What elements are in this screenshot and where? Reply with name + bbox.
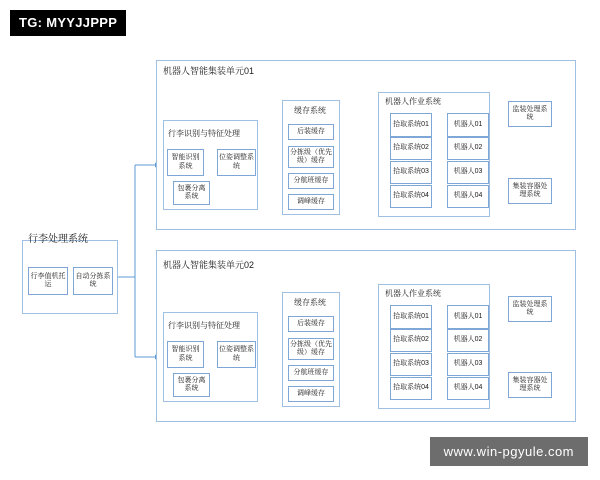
unit-01-recognition-title: 行李识别与特征处理 xyxy=(168,129,240,138)
unit-01-output-1[interactable]: 集装容器处理系统 xyxy=(508,178,552,204)
unit-02-recognition-title: 行李识别与特征处理 xyxy=(168,321,240,330)
unit-01-robot-1[interactable]: 机器人02 xyxy=(447,137,489,160)
unit-01-pick-2[interactable]: 拾取系统03 xyxy=(390,161,432,184)
watermark: www.win-pgyule.com xyxy=(430,437,588,466)
unit-01-pick-1[interactable]: 拾取系统02 xyxy=(390,137,432,160)
unit-02-pick-1[interactable]: 拾取系统02 xyxy=(390,329,432,352)
unit-02-cache-item-0[interactable]: 后装缓存 xyxy=(288,316,334,332)
unit-02-recognition-item-0[interactable]: 智能识别系统 xyxy=(167,341,204,368)
root-system-title: 行李处理系统 xyxy=(28,234,88,245)
unit-02-cache-item-3[interactable]: 调峰缓存 xyxy=(288,386,334,402)
unit-01-pick-3[interactable]: 拾取系统04 xyxy=(390,185,432,208)
unit-02-output-0[interactable]: 监装处理系统 xyxy=(508,296,552,322)
unit-01-recognition-item-0[interactable]: 智能识别系统 xyxy=(167,149,204,176)
unit-02-pick-0[interactable]: 拾取系统01 xyxy=(390,305,432,329)
unit-01-recognition-item-1[interactable]: 位姿调整系统 xyxy=(217,149,256,176)
unit-01-cache-item-1[interactable]: 分拣级（优先级）缓存 xyxy=(288,146,334,168)
unit-02-robot-1[interactable]: 机器人02 xyxy=(447,329,489,352)
unit-02-pick-3[interactable]: 拾取系统04 xyxy=(390,377,432,400)
unit-01-robot-0[interactable]: 机器人01 xyxy=(447,113,489,137)
unit-02-recognition-item-2[interactable]: 包裹分离系统 xyxy=(173,373,210,397)
unit-02-recognition-item-1[interactable]: 位姿调整系统 xyxy=(217,341,256,368)
unit-01-pick-0[interactable]: 拾取系统01 xyxy=(390,113,432,137)
unit-01-robot-2[interactable]: 机器人03 xyxy=(447,161,489,184)
unit-02-cache-item-2[interactable]: 分航班缓存 xyxy=(288,365,334,381)
unit-01-cache-item-2[interactable]: 分航班缓存 xyxy=(288,173,334,189)
unit-02-robot-3[interactable]: 机器人04 xyxy=(447,377,489,400)
unit-01-cache-item-3[interactable]: 调峰缓存 xyxy=(288,194,334,210)
unit-01-cache-item-0[interactable]: 后装缓存 xyxy=(288,124,334,140)
tg-badge: TG: MYYJJPPP xyxy=(10,10,126,36)
unit-02-title: 机器人智能集装单元02 xyxy=(163,260,255,270)
unit-02-robot-2[interactable]: 机器人03 xyxy=(447,353,489,376)
unit-01-cache-title: 缓存系统 xyxy=(294,106,326,115)
unit-02-cache-item-1[interactable]: 分拣级（优先级）缓存 xyxy=(288,338,334,360)
unit-01-title: 机器人智能集装单元01 xyxy=(163,66,255,76)
unit-01-work-title: 机器人作业系统 xyxy=(385,97,441,106)
unit-01-robot-3[interactable]: 机器人04 xyxy=(447,185,489,208)
unit-02-work-title: 机器人作业系统 xyxy=(385,289,441,298)
unit-02-cache-title: 缓存系统 xyxy=(294,298,326,307)
unit-02-robot-0[interactable]: 机器人01 xyxy=(447,305,489,329)
unit-02-pick-2[interactable]: 拾取系统03 xyxy=(390,353,432,376)
unit-01-output-0[interactable]: 监装处理系统 xyxy=(508,101,552,127)
unit-01-recognition-item-2[interactable]: 包裹分离系统 xyxy=(173,181,210,205)
unit-02-output-1[interactable]: 集装容器处理系统 xyxy=(508,372,552,398)
root-item-sorting[interactable]: 自动分拣系统 xyxy=(73,267,113,295)
root-item-checkin[interactable]: 行李值机托运 xyxy=(28,267,68,295)
